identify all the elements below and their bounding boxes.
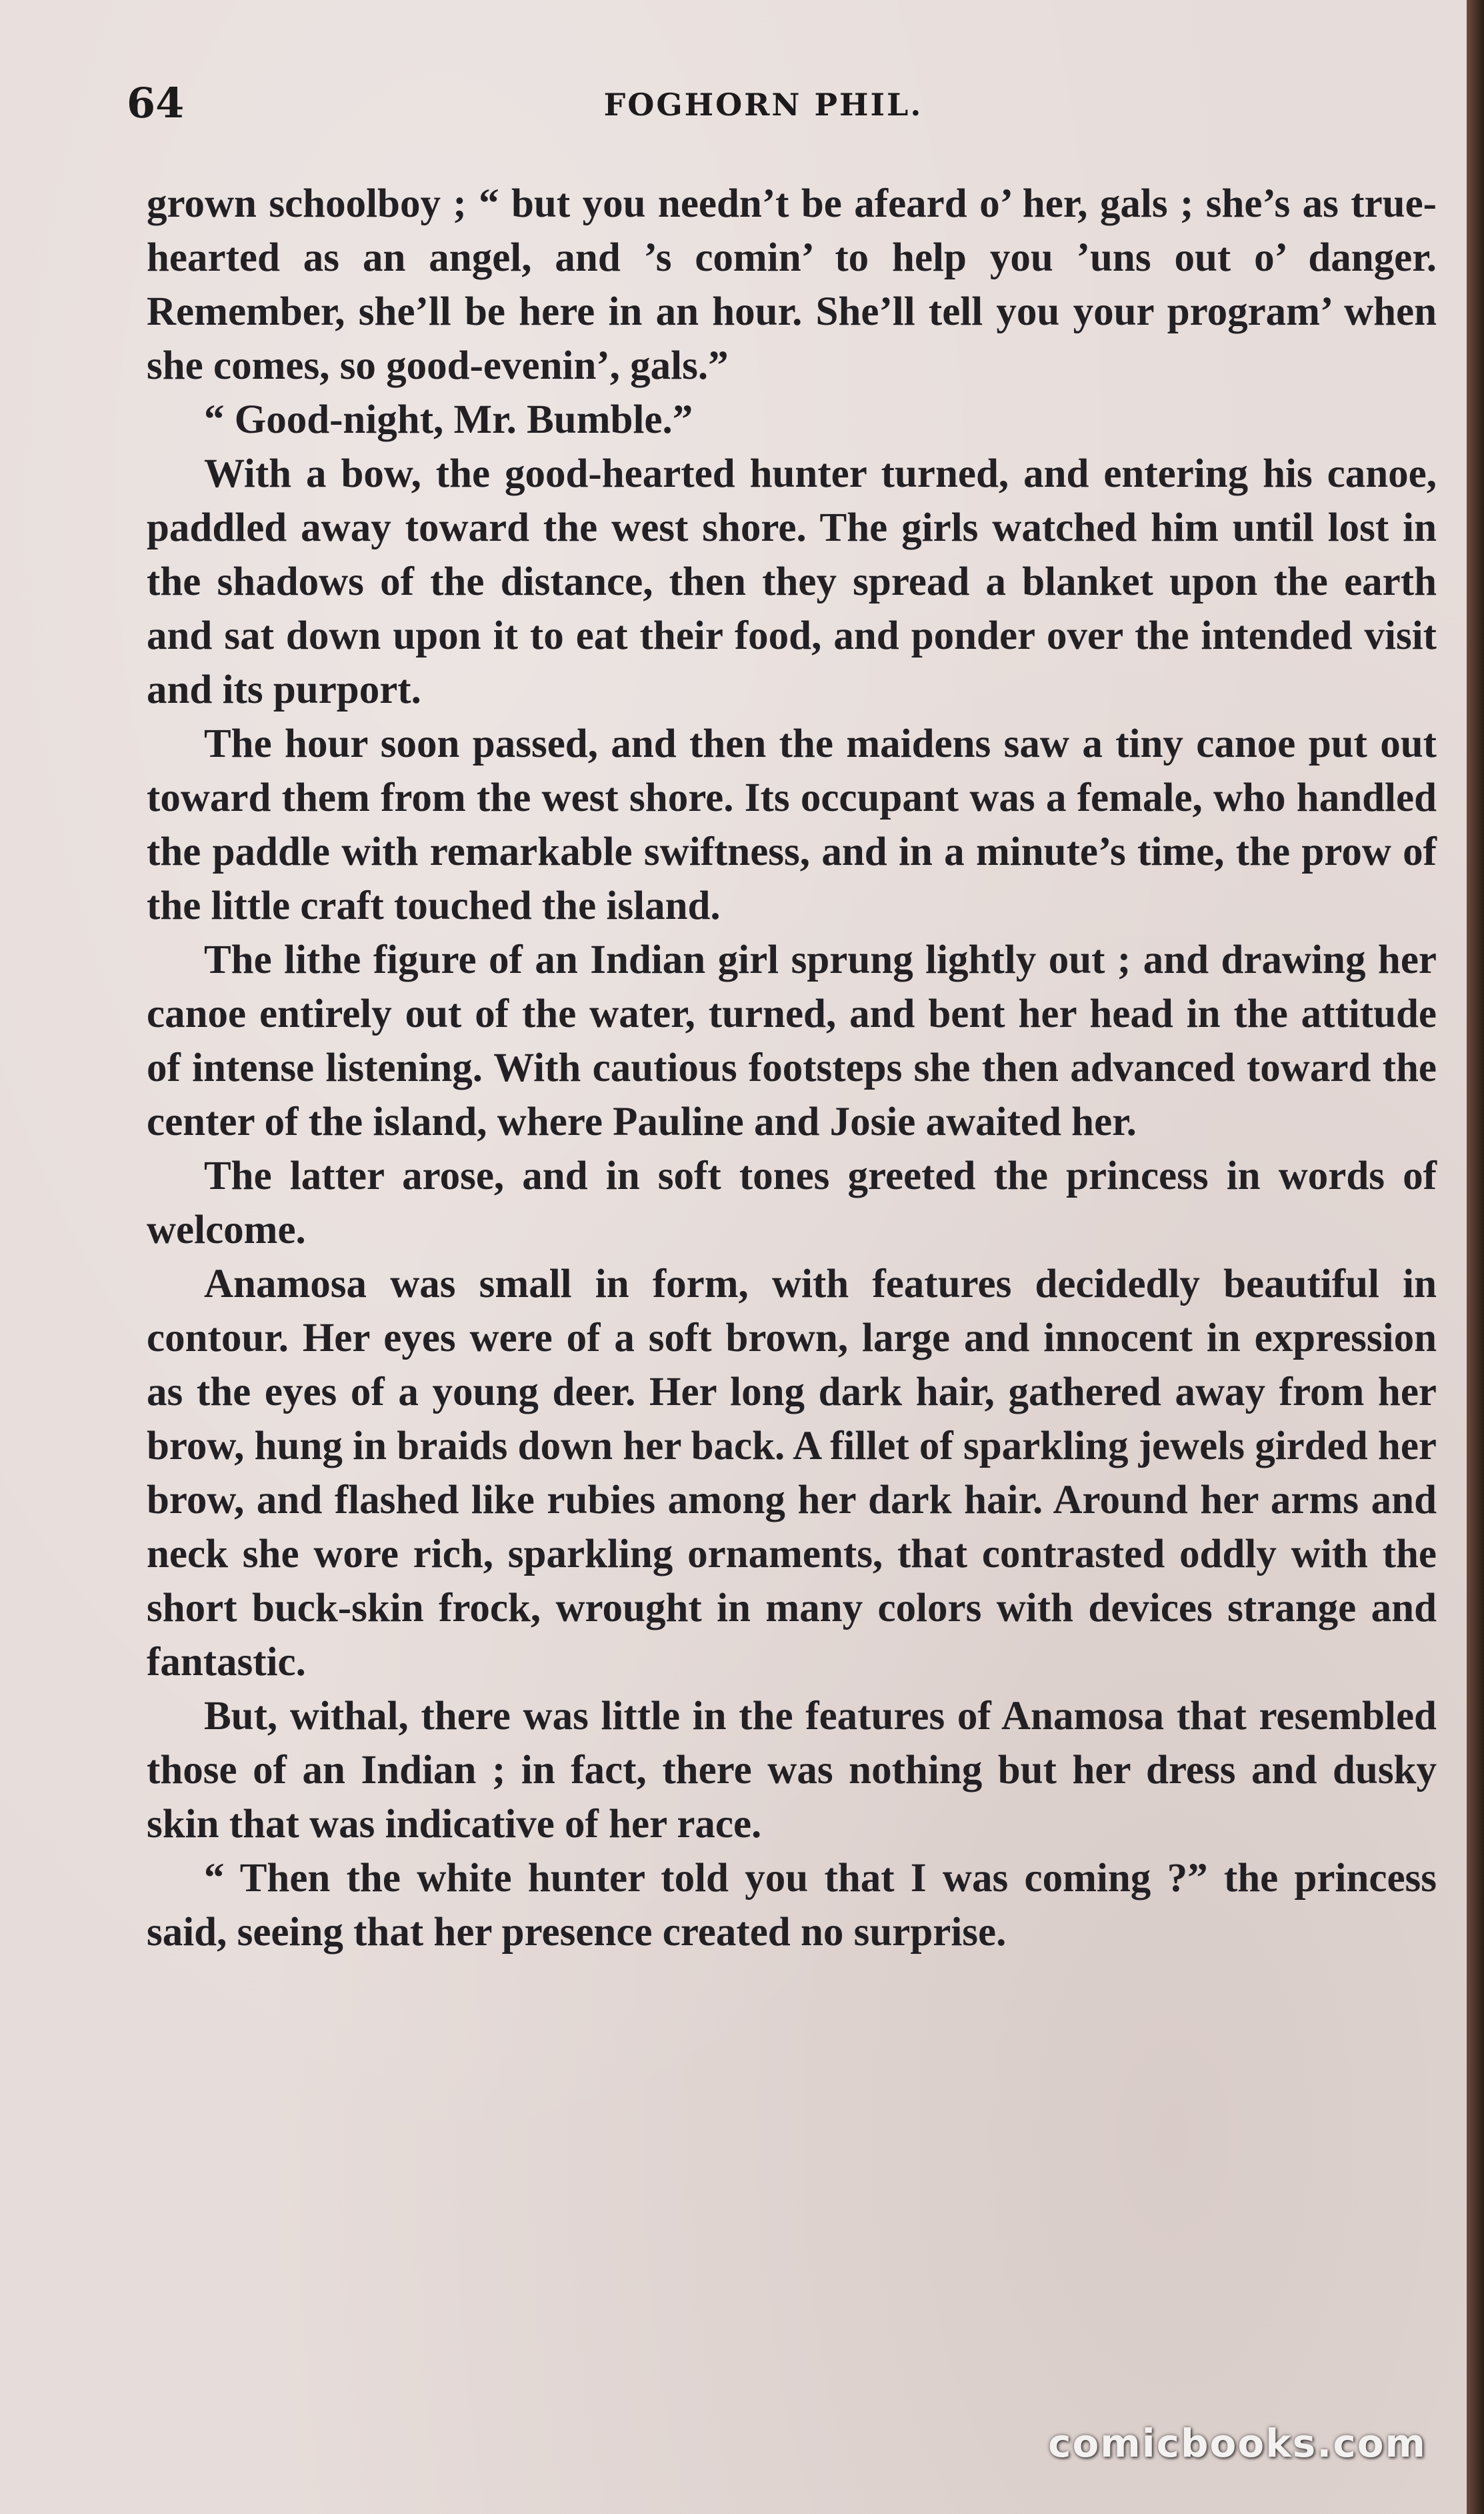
page-number: 64 — [127, 79, 185, 127]
watermark: comicbooks.com — [1048, 2421, 1427, 2466]
paragraph: grown schoolboy ; “ but you needn’t be afeard o’ her, gals ; she’s as true-hearted as an angel, and ’s comin’ to help you ’uns out o’ danger. Remember, she’ll be here in an hour. She’ll tell you your program’ when she comes, so good-evenin’, gals.” — [147, 181, 1437, 388]
paragraph: “ Then the white hunter told you that I was coming ?” the princess said, seeing that her presence created no surprise. — [147, 1856, 1437, 1955]
running-title: FOGHORN PHIL. — [603, 87, 923, 123]
page-header — [127, 79, 1400, 132]
body-text — [147, 177, 1437, 1959]
paragraph: With a bow, the good-hearted hunter turned, and entering his canoe, paddled away toward the west shore. The girls watched him until lost in the shadows of the distance, then they spread a blanket upon the earth and sat down upon it to eat their food, and ponder over the intended visit and its purport. — [147, 451, 1437, 712]
paragraph: “ Good-night, Mr. Bumble.” — [204, 397, 693, 442]
paragraph: The latter arose, and in soft tones greeted the princess in words of welcome. — [147, 1154, 1437, 1252]
book-spine-edge — [1467, 0, 1484, 2514]
paragraph: The lithe figure of an Indian girl sprung lightly out ; and drawing her canoe entirely out of the water, turned, and bent her head in the attitude of intense listening. With cautious footsteps she then advanced toward the center of the island, where Pauline and Josie awaited her. — [147, 938, 1437, 1144]
paragraph: But, withal, there was little in the features of Anamosa that resembled those of an Indian ; in fact, there was nothing but her dress and dusky skin that was indicative of her race. — [147, 1694, 1437, 1846]
paragraph: The hour soon passed, and then the maidens saw a tiny canoe put out toward them from the west shore. Its occupant was a female, who handled the paddle with remarkable swiftness, and in a minute’s time, the prow of the little craft touched the island. — [147, 722, 1437, 928]
paragraph: Anamosa was small in form, with features decidedly beautiful in contour. Her eyes were of a soft brown, large and innocent in expression as the eyes of a young deer. Her long dark hair, gathered away from her brow, hung in braids down her back. A fillet of sparkling jewels girded her brow, and flashed like rubies among her dark hair. Around her arms and neck she wore rich, sparkling ornaments, that contrasted oddly with the short buck-skin frock, wrought in many colors with devices strange and fantastic. — [147, 1262, 1437, 1684]
